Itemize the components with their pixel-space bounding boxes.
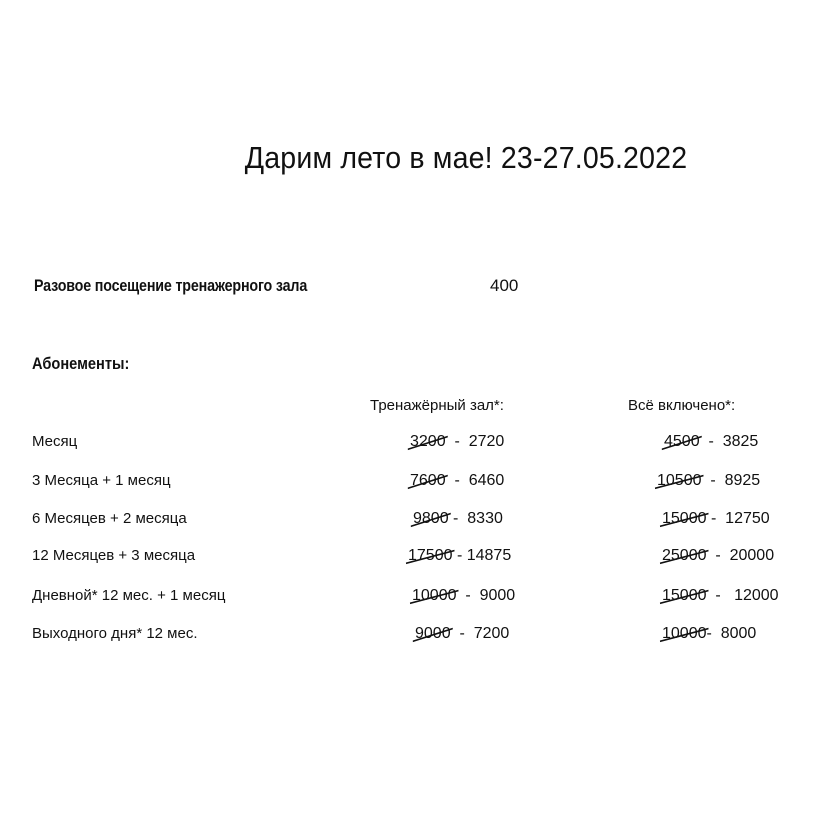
new-price: 7200 — [473, 625, 510, 642]
new-price: 6460 — [468, 472, 505, 489]
new-price: 8000 — [720, 625, 757, 642]
price-separator: - — [708, 433, 714, 450]
price-separator: - — [465, 587, 471, 604]
old-price: 10500 — [657, 472, 702, 490]
price-separator: - — [454, 433, 460, 450]
row-label: Месяц — [32, 433, 78, 450]
price-separator: - — [456, 547, 463, 564]
new-price: 9000 — [479, 587, 516, 604]
new-price: 8330 — [467, 510, 503, 527]
price-separator: - — [454, 472, 460, 489]
gym-price — [412, 587, 515, 605]
gym-price — [410, 433, 504, 451]
old-price: 10000 — [662, 625, 707, 643]
all-inclusive-price — [662, 547, 774, 565]
row-label: Дневной* 12 мес. + 1 месяц — [32, 587, 226, 604]
price-separator: - — [710, 472, 716, 489]
gym-price — [410, 472, 504, 490]
price-separator: - — [715, 547, 721, 564]
row-label: 6 Месяцев + 2 месяца — [32, 510, 187, 527]
old-price: 17500 — [408, 547, 453, 565]
new-price: 20000 — [729, 547, 775, 564]
row-label: 12 Месяцев + 3 месяца — [32, 547, 196, 564]
row-label: Выходного дня* 12 мес. — [32, 625, 198, 642]
gym-price — [408, 547, 511, 565]
price-separator: - — [706, 625, 712, 642]
old-price: 25000 — [662, 547, 707, 565]
old-price: 9800 — [413, 510, 449, 528]
row-label: 3 Месяца + 1 месяц — [32, 472, 171, 489]
new-price: 2720 — [468, 433, 505, 450]
old-price: 7600 — [410, 472, 446, 490]
price-separator: - — [453, 510, 459, 527]
page-title: Дарим лето в мае! 23-27.05.2022 — [244, 140, 688, 175]
single-visit-label: Разовое посещение тренажерного зала — [34, 276, 308, 295]
price-separator: - — [710, 510, 717, 527]
price-separator: - — [715, 587, 721, 604]
price-separator: - — [459, 625, 465, 642]
old-price: 4500 — [664, 433, 700, 451]
old-price: 10000 — [412, 587, 457, 605]
all-inclusive-price — [662, 625, 756, 643]
new-price: 3825 — [722, 433, 759, 450]
new-price: 12750 — [725, 510, 770, 527]
all-inclusive-price — [662, 510, 770, 528]
column-header-gym: Тренажёрный зал*: — [370, 397, 504, 414]
subscriptions-heading: Абонементы: — [32, 354, 130, 373]
all-inclusive-price — [664, 433, 758, 451]
new-price: 12000 — [734, 587, 779, 604]
column-header-all-inclusive: Всё включено*: — [628, 397, 736, 414]
gym-price — [415, 625, 509, 643]
all-inclusive-price — [657, 472, 760, 490]
new-price: 14875 — [466, 547, 512, 564]
all-inclusive-price — [662, 587, 779, 605]
old-price: 15000 — [662, 510, 707, 528]
old-price: 15000 — [662, 587, 707, 605]
new-price: 8925 — [724, 472, 761, 489]
single-visit-price: 400 — [490, 276, 519, 295]
old-price: 9000 — [415, 625, 451, 643]
gym-price — [413, 510, 503, 528]
old-price: 3200 — [410, 433, 446, 451]
